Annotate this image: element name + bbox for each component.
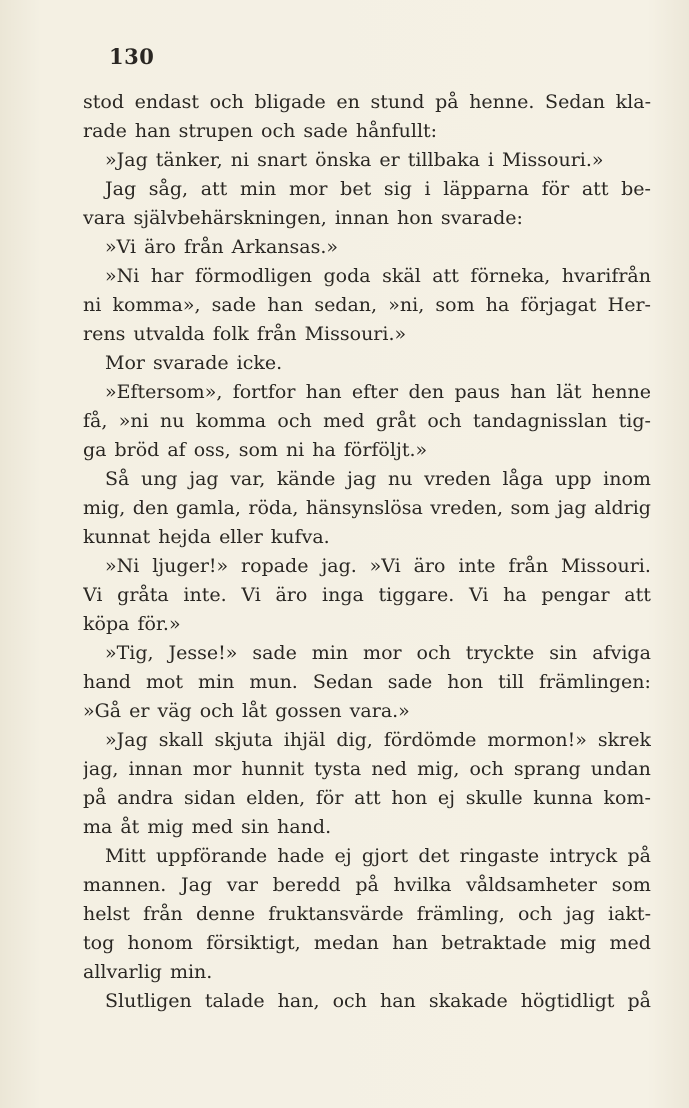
page-number: 130 — [109, 44, 155, 69]
text-line: »Gå er väg och låt gossen vara.» — [83, 700, 410, 722]
text-line: tog honom försiktigt, medan han betraktade mig med — [83, 932, 651, 954]
text-line: jag, innan mor hunnit tysta ned mig, och sprang undan — [83, 758, 651, 780]
body-text — [83, 88, 651, 1016]
text-line: Jag såg, att min mor bet sig i läpparna för att be- — [105, 178, 651, 200]
text-line: kunnat hejda eller kufva. — [83, 526, 330, 548]
text-line: »Ni ljuger!» ropade jag. »Vi äro inte från Missouri. — [105, 555, 651, 577]
text-line: Slutligen talade han, och han skakade högtidligt på — [105, 990, 651, 1012]
text-line: köpa för.» — [83, 613, 181, 635]
text-line: helst från denne fruktansvärde främling, och jag iakt- — [83, 903, 651, 925]
text-line: rade han strupen och sade hånfullt: — [83, 120, 438, 142]
text-line: »Jag tänker, ni snart önska er tillbaka i Missouri.» — [105, 149, 604, 171]
text-line: ma åt mig med sin hand. — [83, 816, 332, 838]
text-line: få, »ni nu komma och med gråt och tandagnisslan tig- — [83, 410, 651, 432]
text-line: allvarlig min. — [83, 961, 213, 983]
text-line: Mor svarade icke. — [105, 352, 283, 374]
text-line: »Ni har förmodligen goda skäl att förneka, hvarifrån — [105, 265, 651, 287]
text-line: Vi gråta inte. Vi äro inga tiggare. Vi ha pengar att — [83, 584, 651, 606]
text-line: Mitt uppförande hade ej gjort det ringaste intryck på — [105, 845, 651, 867]
text-line: »Eftersom», fortfor han efter den paus han lät henne — [105, 381, 651, 403]
text-line: ga bröd af oss, som ni ha förföljt.» — [83, 439, 428, 461]
text-line: på andra sidan elden, för att hon ej skulle kunna kom- — [83, 787, 651, 809]
text-line: »Vi äro från Arkansas.» — [105, 236, 339, 258]
text-line: mannen. Jag var beredd på hvilka våldsamheter som — [83, 874, 651, 896]
text-line: Så ung jag var, kände jag nu vreden låga upp inom — [105, 468, 651, 490]
text-line: rens utvalda folk från Missouri.» — [83, 323, 407, 345]
text-line: stod endast och bligade en stund på henne. Sedan kla- — [83, 91, 651, 113]
text-line: mig, den gamla, röda, hänsynslösa vreden, som jag aldrig — [83, 497, 651, 519]
text-line: ni komma», sade han sedan, »ni, som ha förjagat Her- — [83, 294, 651, 316]
text-line: hand mot min mun. Sedan sade hon till främlingen: — [83, 671, 651, 693]
text-line: »Jag skall skjuta ihjäl dig, fördömde mormon!» skrek — [105, 729, 651, 751]
text-line: vara självbehärskningen, innan hon svarade: — [83, 207, 523, 229]
text-line: »Tig, Jesse!» sade min mor och tryckte sin afviga — [105, 642, 651, 664]
